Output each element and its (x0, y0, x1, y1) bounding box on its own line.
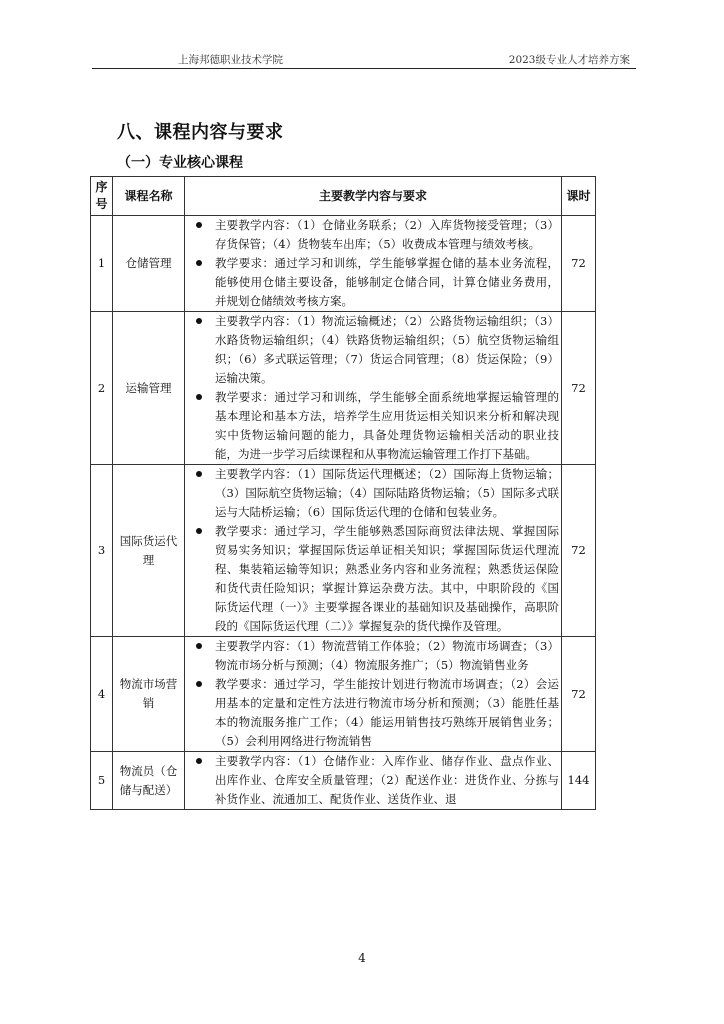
row-content (185, 216, 562, 312)
content-bullet: 主要教学内容：（1）国际货运代理概述；（2）国际海上货物运输；（3）国际航空货物运输；（4）国际陆路货物运输；（5）国际多式联运与大陆桥运输；（6）国际货运代理的仓储和包装业务。 (189, 465, 559, 522)
header-course-name: 课程名称 (113, 177, 185, 216)
table-row (91, 465, 596, 637)
row-no: 3 (91, 465, 113, 637)
row-hours: 72 (562, 216, 596, 312)
header-doc-title: 2023级专业人才培养方案 (508, 54, 630, 66)
table-row (91, 312, 596, 465)
header-content: 主要教学内容与要求 (185, 177, 562, 216)
content-bullet: 教学要求：通过学习，学生能按计划进行物流市场调查；（2）会运用基本的定量和定性方法进行物流市场分析和预测；（3）能胜任基本的物流服务推广工作；（4）能运用销售技巧熟练开展销售业务；（5）会利用网络进行物流销售 (189, 675, 559, 751)
row-course-name: 国际货运代理 (113, 465, 185, 637)
header-hours: 课时 (562, 177, 596, 216)
table-row (91, 752, 596, 810)
table-row (91, 637, 596, 752)
content-bullet: 教学要求：通过学习和训练，学生能够掌握仓储的基本业务流程，能够使用仓储主要设备，能够制定仓储合同，计算仓储业务费用，并规划仓储绩效考核方案。 (189, 254, 559, 311)
row-course-name: 物流员（仓储与配送） (113, 752, 185, 810)
row-no: 5 (91, 752, 113, 810)
content-bullet: 教学要求：通过学习，学生能够熟悉国际商贸法律法规、掌握国际贸易实务知识；掌握国际货运单证相关知识；掌握国际货运代理流程、集装箱运输等知识；熟悉业务内容和业务流程；熟悉货运保险和货代责任险知识；掌握计算运杂费方法。其中，中职阶段的《国际货运代理（一）》主要掌握各课业的基础知识及基础操作，高职阶段的《国际货运代理（二）》掌握复杂的货代操作及管理。 (189, 522, 559, 636)
row-course-name: 仓储管理 (113, 216, 185, 312)
section-title: 八、课程内容与要求 (117, 122, 284, 143)
table-header-row (91, 177, 596, 216)
row-content (185, 752, 562, 810)
table-row (91, 216, 596, 312)
row-hours: 72 (562, 637, 596, 752)
content-bullet: 教学要求：通过学习和训练，学生能够全面系统地掌握运输管理的基本理论和基本方法，培养学生应用货运相关知识来分析和解决现实中货物运输问题的能力，具备处理货物运输相关活动的职业技能，为进一步学习后续课程和从事物流运输管理工作打下基础。 (189, 388, 559, 464)
row-no: 1 (91, 216, 113, 312)
row-no: 2 (91, 312, 113, 465)
content-bullet: 主要教学内容：（1）物流运输概述；（2）公路货物运输组织；（3）水路货物运输组织；（4）铁路货物运输组织；（5）航空货物运输组织；（6）多式联运管理；（7）货运合同管理；（8）货运保险；（9）运输决策。 (189, 312, 559, 388)
row-hours: 144 (562, 752, 596, 810)
content-bullet: 主要教学内容：（1）仓储业务联系；（2）入库货物接受管理；（3）存货保管；（4）货物装车出库；（5）收费成本管理与绩效考核。 (189, 216, 559, 254)
row-no: 4 (91, 637, 113, 752)
page-header (92, 48, 636, 69)
content-bullet: 主要教学内容：（1）仓储作业：入库作业、储存作业、盘点作业、出库作业、仓库安全质量管理；（2）配送作业：进货作业、分拣与补货作业、流通加工、配货作业、送货作业、退 (189, 752, 559, 809)
content-bullet: 主要教学内容：（1）物流营销工作体验；（2）物流市场调查；（3）物流市场分析与预测；（4）物流服务推广；（5）物流销售业务 (189, 637, 559, 675)
course-table (90, 176, 596, 810)
subsection-title: （一）专业核心课程 (117, 155, 243, 171)
row-hours: 72 (562, 465, 596, 637)
row-hours: 72 (562, 312, 596, 465)
row-course-name: 物流市场营销 (113, 637, 185, 752)
header-no: 序号 (91, 177, 113, 216)
row-content (185, 312, 562, 465)
page-number: 4 (358, 951, 366, 965)
row-content (185, 637, 562, 752)
header-school-name: 上海邦德职业技术学院 (178, 54, 283, 66)
row-content (185, 465, 562, 637)
row-course-name: 运输管理 (113, 312, 185, 465)
